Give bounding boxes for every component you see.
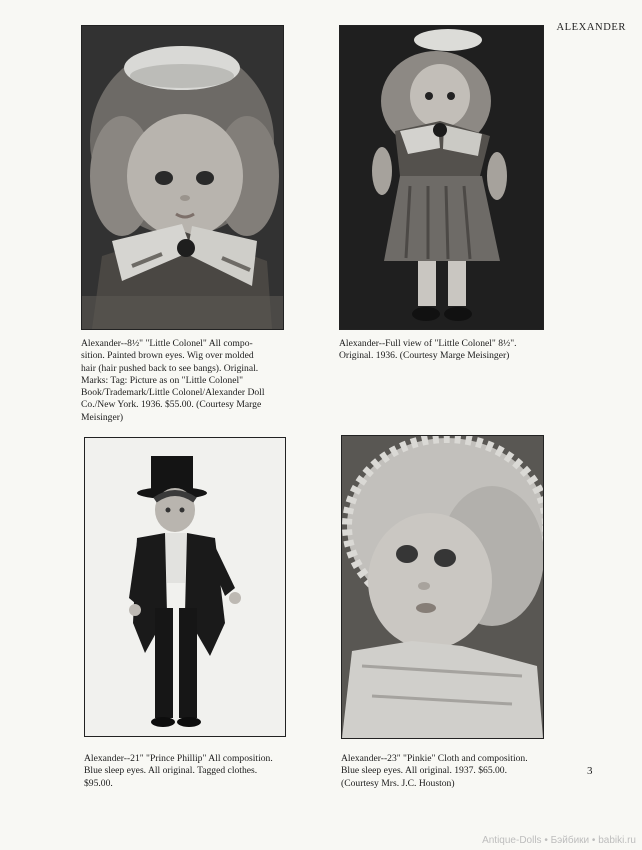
caption-pinkie — [341, 753, 553, 790]
caption-line: Co./New York. 1936. $55.00. (Courtesy Marge — [81, 399, 262, 411]
prince-phillip-image — [85, 438, 285, 736]
caption-little-colonel-closeup — [81, 338, 286, 424]
caption-line: Original. 1936. (Courtesy Marge Meisinger) — [339, 350, 510, 362]
caption-line: $95.00. — [84, 777, 113, 789]
caption-line: Meisinger) — [81, 411, 124, 423]
doll-closeup-image — [82, 26, 283, 329]
photo-prince-phillip — [84, 437, 286, 737]
watermark: Antique-Dolls • Бэйбики • babiki.ru — [482, 835, 636, 846]
doll-full-view-image — [340, 26, 543, 329]
caption-line: Alexander--8½" "Little Colonel" All compo- — [81, 338, 253, 349]
photo-little-colonel-closeup — [81, 25, 284, 330]
caption-line: Alexander--23" "Pinkie" Cloth and composition. — [341, 753, 528, 764]
section-header: ALEXANDER — [556, 22, 626, 33]
caption-line: sition. Painted brown eyes. Wig over molded — [81, 350, 254, 362]
caption-line: Marks: Tag: Picture as on "Little Colonel" — [81, 374, 244, 386]
caption-line: Alexander--21" "Prince Phillip" All composition. — [84, 753, 273, 764]
caption-line: Book/Trademark/Little Colonel/Alexander Doll — [81, 387, 265, 399]
pinkie-image — [342, 436, 543, 738]
photo-pinkie — [341, 435, 544, 739]
caption-little-colonel-full-view — [339, 338, 549, 363]
photo-little-colonel-full-view — [339, 25, 544, 330]
caption-prince-phillip — [84, 753, 296, 790]
caption-line: (Courtesy Mrs. J.C. Houston) — [341, 777, 455, 789]
caption-line: Blue sleep eyes. All original. Tagged clothes. — [84, 765, 258, 777]
caption-line: Alexander--Full view of "Little Colonel" 8½". — [339, 338, 517, 349]
caption-line: hair (hair pushed back to see bangs). Original. — [81, 362, 259, 374]
page-number: 3 — [587, 765, 593, 777]
caption-line: Blue sleep eyes. All original. 1937. $65.00. — [341, 765, 508, 777]
